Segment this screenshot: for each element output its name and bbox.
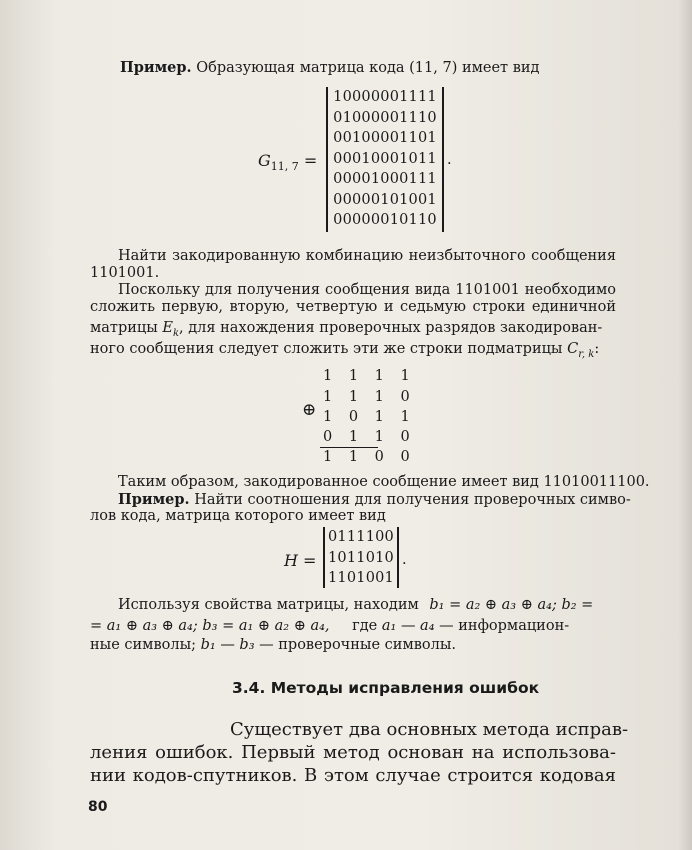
matrix-g-name: G (258, 151, 271, 170)
matrix-g-period: . (447, 152, 452, 168)
matrix-e-subscript: k (172, 327, 180, 339)
matrix-h-equals: = (303, 551, 317, 570)
matrix-g-rows (326, 87, 444, 231)
matrix-h-row-2: 1011010 (328, 549, 394, 566)
para-2-line-4 (90, 341, 599, 363)
para-2-line-4-end: : (594, 341, 600, 357)
para-2-line-1: Поскольку для получения сообщения вида 1101001 необходимо (118, 282, 616, 298)
example-1-label: Пример. (120, 59, 192, 76)
para-2-line-4-start: ного сообщения следует сложить эти же строки подматрицы (90, 341, 563, 357)
example-2-text: Найти соотношения для получения проверочных симво- (194, 492, 631, 508)
example-2-label: Пример. (118, 491, 190, 508)
example-2-line-2: лов кода, матрица которого имеет вид (90, 508, 386, 524)
matrix-g-equals: = (303, 151, 318, 170)
page-number: 80 (88, 799, 108, 815)
para-1-line-1: Найти закодированную комбинацию неизбыточного сообщения (118, 248, 616, 264)
matrix-g-row-1: 10000001111 (333, 89, 437, 105)
para-4-line-3-end: — проверочные символы. (259, 637, 456, 653)
example-1-text: Образующая матрица кода (11, 7) имеет вид (196, 60, 540, 76)
matrix-h-period: . (402, 552, 407, 568)
page-edge-shadow (678, 0, 692, 850)
matrix-g-row-3: 00100001101 (333, 130, 437, 146)
example-1-line (120, 59, 539, 77)
matrix-c-subscript: r, k (578, 348, 595, 360)
para-4-line-1 (118, 597, 593, 614)
matrix-h-row-1: 0111100 (328, 529, 394, 545)
matrix-g-row-5: 00001000111 (333, 171, 437, 187)
para-2-line-3-end: , для нахождения проверочных разрядов закодирован- (179, 320, 603, 336)
matrix-g-subscript: 11, 7 (270, 160, 299, 174)
para-2-line-3-start: матрицы (90, 320, 158, 336)
matrix-h (323, 527, 399, 588)
para-4-line-3 (90, 637, 456, 654)
section-line-1: Существует два основных метода исправ- (230, 719, 629, 740)
sum-row-1: 1 1 1 1 (323, 368, 416, 384)
para-4-line-2-where: где (352, 618, 378, 634)
matrix-g-row-2: 01000001110 (333, 109, 437, 126)
sum-row-3: 1 0 1 1 (323, 409, 416, 425)
section-line-3: нии кодов-спутников. В этом случае строится кодовая (90, 765, 616, 786)
matrix-c-symbol: C (567, 341, 579, 357)
para-4-line-1-text: Используя свойства матрицы, находим (118, 597, 419, 613)
section-heading: 3.4. Методы исправления ошибок (232, 679, 540, 697)
section-line-2: ления ошибок. Первый метод основан на использова- (90, 742, 616, 763)
para-3-line-1: Таким образом, закодированное сообщение имеет вид 11010011100. (118, 474, 650, 490)
para-1-line-2: 1101001. (90, 265, 160, 281)
example-2-line-1 (118, 491, 631, 509)
para-4-line-2-end: — информацион- (439, 618, 570, 634)
para-4-line-3-range: b₁ — b₃ (200, 637, 255, 653)
xor-operator: ⊕ (302, 400, 317, 420)
sum-row-2: 1 1 1 0 (323, 389, 416, 405)
matrix-g-row-6: 00000101001 (333, 191, 437, 208)
para-4-line-1-formula: b₁ = a₂ ⊕ a₃ ⊕ a₄; b₂ = (429, 597, 594, 613)
matrix-h-label (284, 552, 316, 569)
matrix-h-row-3: 1101001 (328, 570, 394, 586)
sum-row-4: 0 1 1 0 (323, 429, 416, 445)
matrix-e-symbol: E (162, 320, 173, 336)
para-4-line-2 (90, 618, 569, 635)
matrix-g-row-7: 00000010110 (333, 212, 437, 228)
para-2-line-3 (90, 320, 602, 342)
matrix-g (326, 87, 444, 232)
para-4-line-2-range: a₁ — a₄ (381, 618, 435, 634)
para-4-line-3-start: ные символы; (90, 637, 196, 653)
para-2-line-2: сложить первую, вторую, четвертую и седьмую строки единичной (90, 299, 616, 315)
matrix-g-label (258, 152, 317, 175)
para-4-line-2-formula: = a₁ ⊕ a₃ ⊕ a₄; b₃ = a₁ ⊕ a₂ ⊕ a₄, (90, 618, 330, 634)
matrix-g-row-4: 00010001011 (333, 150, 437, 167)
matrix-h-rows (323, 527, 399, 589)
sum-result: 1 1 0 0 (323, 449, 416, 465)
matrix-h-name: H (284, 551, 298, 570)
